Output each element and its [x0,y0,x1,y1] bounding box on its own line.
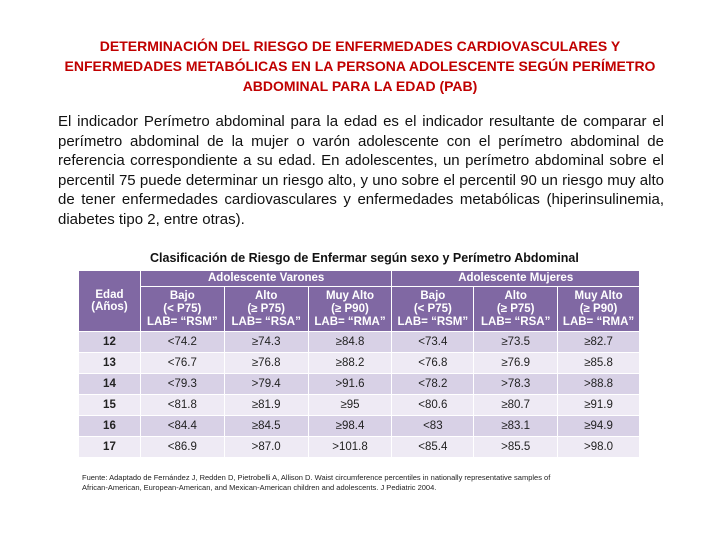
table-title: Clasificación de Riesgo de Enfermar según sexo y Perímetro Abdominal [150,251,579,265]
value-cell: <73.4 [392,332,474,353]
header-line: LAB= “RMA” [562,315,635,328]
value-cell: ≥81.9 [224,395,308,416]
value-cell: >87.0 [224,437,308,458]
value-cell: >85.5 [474,437,558,458]
value-cell: ≥94.9 [558,416,640,437]
value-cell: ≥74.3 [224,332,308,353]
value-cell: ≥85.8 [558,353,640,374]
value-cell: ≥73.5 [474,332,558,353]
value-cell: >91.6 [308,374,392,395]
value-cell: >101.8 [308,437,392,458]
column-header [140,287,224,332]
value-cell: <74.2 [140,332,224,353]
value-cell: ≥80.7 [474,395,558,416]
age-cell: 12 [79,332,141,353]
value-cell: <85.4 [392,437,474,458]
value-cell: <79.3 [140,374,224,395]
header-line: Muy Alto [574,289,623,302]
value-cell: <76.8 [392,353,474,374]
value-cell: <86.9 [140,437,224,458]
value-cell: <80.6 [392,395,474,416]
group-header-male: Adolescente Varones [140,271,392,287]
value-cell: >88.8 [558,374,640,395]
age-header [79,271,141,332]
source-note [82,473,642,493]
group-header-female: Adolescente Mujeres [392,271,640,287]
header-line: LAB= “RSM” [147,315,218,328]
table-row [79,395,640,416]
value-cell: ≥88.2 [308,353,392,374]
header-line: Bajo [169,289,195,302]
header-line: LAB= “RSA” [231,315,301,328]
header-line: Alto [254,289,278,302]
header-line: LAB= “RMA” [314,315,386,328]
table-row [79,332,640,353]
column-header [474,287,558,332]
header-line: (≥ P90) [579,302,618,315]
header-line: LAB= “RSM” [397,315,469,328]
value-cell: ≥95 [308,395,392,416]
value-cell: <83 [392,416,474,437]
header-line: (< P75) [163,302,202,315]
column-header [308,287,392,332]
value-cell: ≥76.8 [224,353,308,374]
header-line: Muy Alto [325,289,375,302]
value-cell: ≥91.9 [558,395,640,416]
value-cell: <81.8 [140,395,224,416]
header-line: (< P75) [413,302,452,315]
value-cell: >98.0 [558,437,640,458]
age-header-line: (Años) [91,301,128,313]
column-header [224,287,308,332]
value-cell: ≥84.8 [308,332,392,353]
risk-classification-table [78,270,640,458]
value-cell: >79.4 [224,374,308,395]
header-line: (≥ P75) [247,302,285,315]
table-row [79,353,640,374]
value-cell: ≥83.1 [474,416,558,437]
table-row [79,416,640,437]
age-cell: 14 [79,374,141,395]
source-line: African-American, European-American, and Mexican-American children and adolescents. J Pediatric 2004. [82,483,437,492]
table-row [79,374,640,395]
age-cell: 17 [79,437,141,458]
header-line: LAB= “RSA” [481,315,551,328]
value-cell: ≥84.5 [224,416,308,437]
header-line: Alto [504,289,527,302]
age-cell: 13 [79,353,141,374]
value-cell: ≥98.4 [308,416,392,437]
source-line: Fuente: Adaptado de Fernández J, Redden D, Pietrobelli A, Allison D. Waist circumference percentiles in nationally representative samples of [82,473,551,482]
header-line: (≥ P75) [496,302,535,315]
value-cell: <84.4 [140,416,224,437]
age-cell: 15 [79,395,141,416]
value-cell: ≥76.9 [474,353,558,374]
value-cell: <78.2 [392,374,474,395]
value-cell: <76.7 [140,353,224,374]
value-cell: ≥82.7 [558,332,640,353]
age-cell: 16 [79,416,141,437]
value-cell: >78.3 [474,374,558,395]
column-header [558,287,640,332]
table-row [79,437,640,458]
document-title: DETERMINACIÓN DEL RIESGO DE ENFERMEDADES CARDIOVASCULARES Y ENFERMEDADES METABÓLICAS EN LA PERSONA ADOLESCENTE SEGÚN PERÍMETRO ABDOMINAL PARA LA EDAD (PAB) [64,38,656,94]
age-header-line: Edad [95,289,124,301]
header-line: Bajo [420,289,446,302]
header-line: (≥ P90) [331,302,369,315]
column-header [392,287,474,332]
description-paragraph: El indicador Perímetro abdominal para la edad es el indicador resultante de comparar el perímetro abdominal de la mujer o varón adolescente con el perímetro abdominal de referencia correspondiente a su edad. En adolescentes, un perímetro abdominal sobre el percentil 75 puede determinar un riesgo alto, y uno sobre el percentil 90 un riesgo muy alto de tener enfermedades cardiovasculares y enfermedades metabólicas (hiperinsulinemia, diabetes tipo 2, entre otras). [58,113,664,228]
